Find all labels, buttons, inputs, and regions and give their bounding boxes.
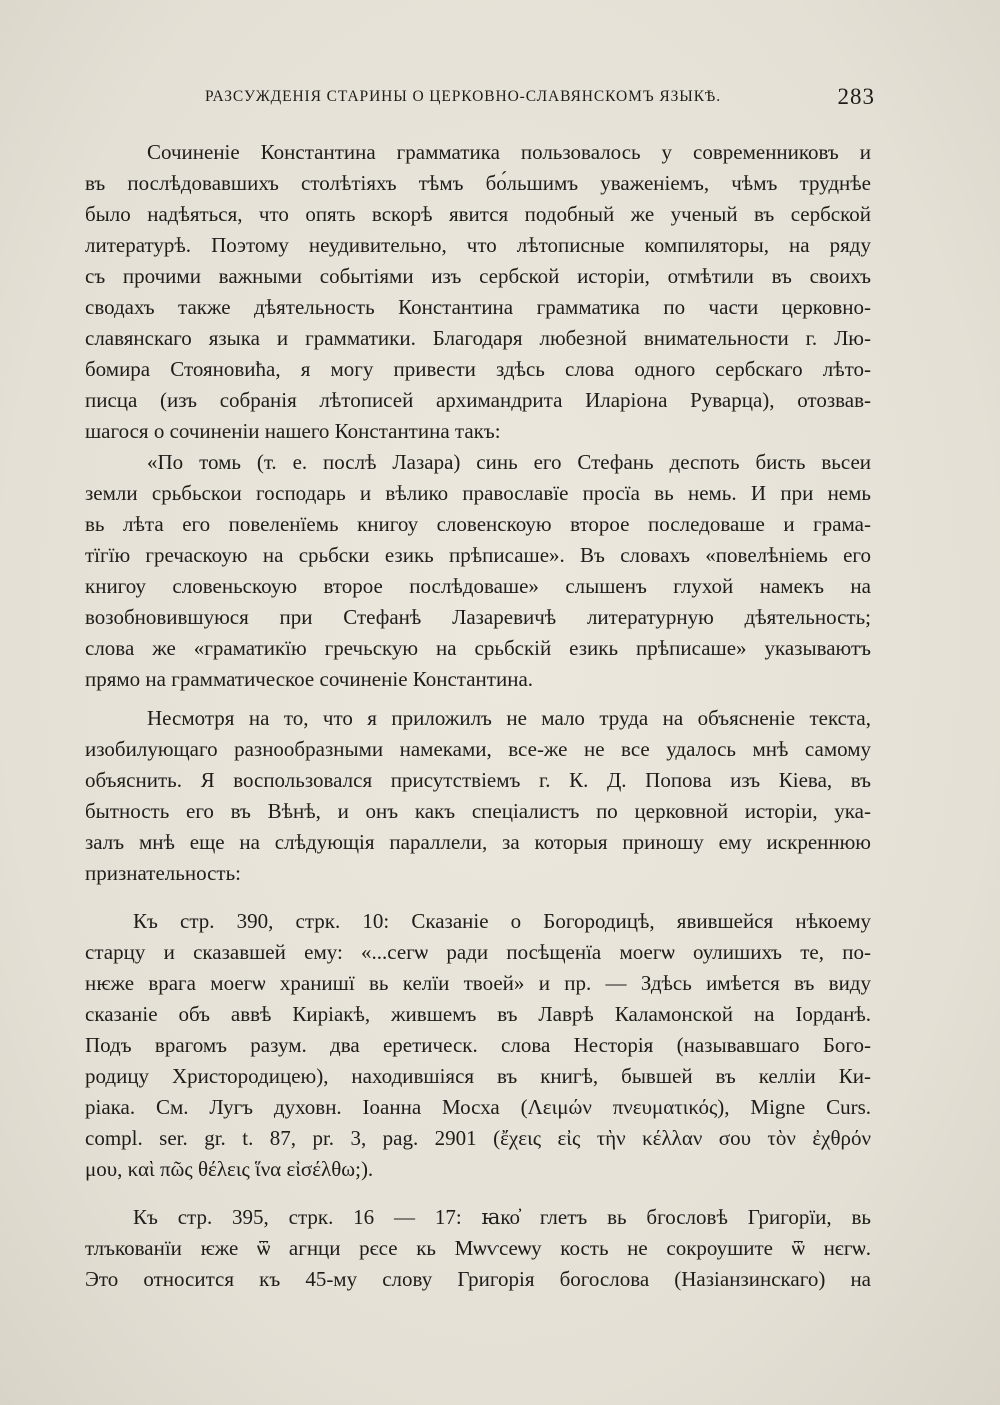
text-line: славянскаго языка и грамматики. Благодаря любезной внимательности г. Лю- [85, 326, 871, 350]
text-line: родицу Христородицею), находившіяся въ книгѣ, бывшей въ келліи Ки- [85, 1064, 871, 1088]
text-line: изобилующаго разнообразными намеками, все-же не все удалось мнѣ самому [85, 737, 871, 761]
text-line: старцу и сказавшей ему: «...сегѡ ради посѣщенїа моегѡ оулишихъ те, по- [85, 940, 871, 964]
text-line: Сочиненіе Константина грамматика пользовалось у современниковъ и [147, 140, 871, 164]
text-line: было надѣяться, что опять вскорѣ явится подобный же ученый въ сербской [85, 202, 871, 226]
text-line: Несмотря на то, что я приложилъ не мало труда на объясненіе текста, [147, 706, 871, 730]
running-header [205, 86, 875, 112]
text-line: залъ мнѣ еще на слѣдующія параллели, за которыя приношу ему искреннюю [85, 830, 871, 854]
text-line: шагося о сочиненіи нашего Константина такъ: [85, 419, 501, 443]
paragraph [85, 1202, 871, 1295]
text-line: нѥже врага моегѡ хранишї вь келїи твоей» и пр. — Здѣсь имѣется въ виду [85, 971, 871, 995]
text-line: слова же «граматикїю гречьскую на срьбскій езикь прѣписаше» указываютъ [85, 636, 871, 660]
text-line: признательность: [85, 861, 242, 885]
text-line: «По томь (т. е. послѣ Лазара) синь его Стефань деспоть бисть вьсеи [147, 450, 871, 474]
text-line: compl. ser. gr. t. 87, pr. 3, pag. 2901 (ἔχεις εἰς τὴν κέλλαν σου τὸν ἐχθρόν [85, 1126, 871, 1150]
text-line: возобновившуюся при Стефанѣ Лазаревичѣ литературную дѣятельность; [85, 605, 871, 629]
text-line: писца (изъ собранія лѣтописей архимандрита Иларіона Руварца), отозвав- [85, 388, 871, 412]
text-line: сказаніе объ аввѣ Киріакѣ, жившемъ въ Лаврѣ Каламонской на Іорданѣ. [85, 1002, 871, 1026]
text-line: тлъкованїи ѥже ѿ агнци рєсе кь Мѡѵсеѡу кость не сокроушите ѿ нєгѡ. [85, 1236, 871, 1260]
paragraph [85, 703, 871, 889]
text-line: прямо на грамматическое сочиненіе Константина. [85, 667, 534, 691]
text-line: вь лѣта его повеленїемь книгоу словенскоую второе последоваше и грама- [85, 512, 871, 536]
running-head-title: РАЗСУЖДЕНІЯ СТАРИНЫ О ЦЕРКОВНО-СЛАВЯНСКОМЪ ЯЗЫКѢ. [205, 88, 722, 105]
body-text [85, 137, 871, 1295]
text-line: μου, καὶ πῶς θέλεις ἵνα εἰσέλθω;). [85, 1157, 374, 1181]
text-line: ріака. См. Лугъ духовн. Іоанна Мосха (Λειμών πνευματικός), Migne Curs. [85, 1095, 871, 1119]
text-line: земли срьбьскои господарь и вѣлико православїе просїа вь немь. И при немь [85, 481, 871, 505]
text-line: объяснить. Я воспользовался присутствіемъ г. К. Д. Попова изъ Кіева, въ [85, 768, 871, 792]
text-line: Къ стр. 395, стрк. 16 — 17: ꙗко҆ глетъ вь бгословѣ Григорїи, вь [133, 1205, 871, 1229]
text-line: тїгїю гречаскоую на срьбски езикь прѣписаше». Въ словахъ «повелѣніемь его [85, 543, 871, 567]
text-line: литературѣ. Поэтому неудивительно, что лѣтописные компиляторы, на ряду [85, 233, 871, 257]
page-number: 283 [837, 84, 875, 109]
paragraph [85, 906, 871, 1185]
text-line: книгоу словеньскоую второе послѣдоваше» слышенъ глухой намекъ на [85, 574, 871, 598]
text-line: бытность его въ Вѣнѣ, и онъ какъ спеціалистъ по церковной исторіи, ука- [85, 799, 871, 823]
paragraph [85, 137, 871, 447]
text-line: съ прочими важными событіями изъ сербской исторіи, отмѣтили въ своихъ [85, 264, 871, 288]
paragraph [85, 447, 871, 695]
text-line: Это относится къ 45-му слову Григорія богослова (Назіанзинскаго) на [85, 1267, 871, 1291]
text-line: бомира Стояновиħа, я могу привести здѣсь слова одного сербскаго лѣто- [85, 357, 871, 381]
text-line: въ послѣдовавшихъ столѣтіяхъ тѣмъ бо́льшимъ уваженіемъ, чѣмъ труднѣе [85, 171, 871, 195]
text-line: сводахъ также дѣятельность Константина грамматика по части церковно- [85, 295, 871, 319]
text-line: Подъ врагомъ разум. два еретическ. слова Несторія (называвшаго Бого- [85, 1033, 871, 1057]
text-line: Къ стр. 390, стрк. 10: Сказаніе о Богородицѣ, явившейся нѣкоему [133, 909, 871, 933]
